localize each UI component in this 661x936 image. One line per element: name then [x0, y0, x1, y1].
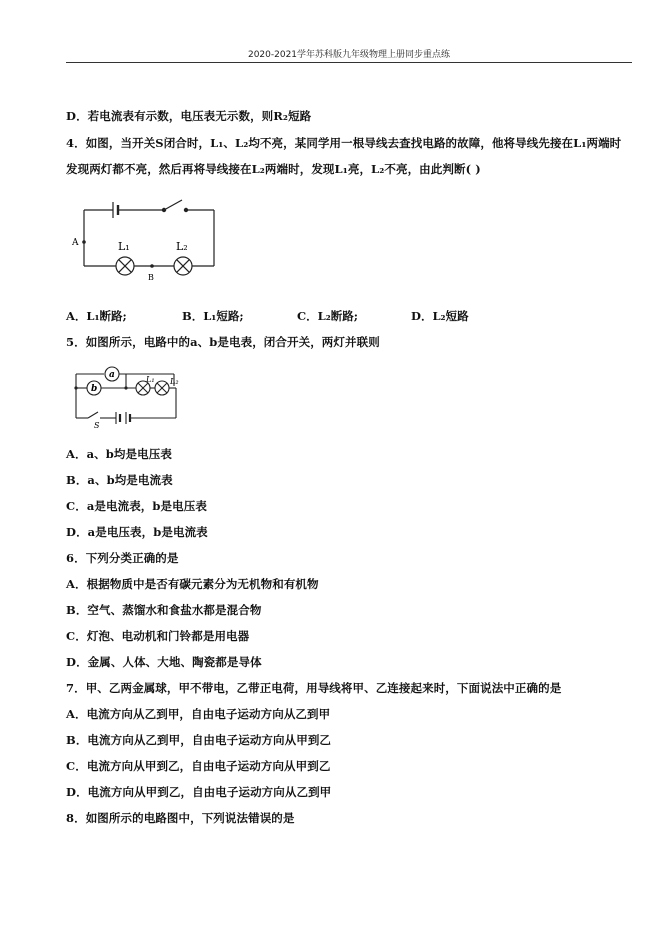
q6-option-b: B．空气、蒸馏水和食盐水都是混合物: [66, 603, 262, 617]
fig4-label-a: A: [72, 238, 79, 248]
q7-stem: 7．甲、乙两金属球，甲不带电，乙带正电荷，用导线将甲、乙连接起来时，下面说法中正确的是: [66, 681, 562, 695]
fig5-label-s: S: [94, 421, 100, 430]
fig4-label-l2: L₂: [176, 240, 188, 253]
q7-option-a: A．电流方向从乙到甲，自由电子运动方向从乙到甲: [66, 707, 331, 721]
header-rule: [66, 62, 632, 63]
q4-circuit-diagram: [66, 192, 226, 284]
q7-option-d: D．电流方向从甲到乙，自由电子运动方向从乙到甲: [66, 785, 332, 799]
q6-option-d: D．金属、人体、大地、陶瓷都是导体: [66, 655, 262, 669]
q4-option-c: C．L₂断路;: [297, 309, 359, 323]
fig5-label-l2: L₂: [170, 377, 179, 386]
q4-option-d: D．L₂短路: [411, 309, 469, 323]
page-header: 2020-2021学年苏科版九年级物理上册同步重点练: [247, 50, 451, 60]
q4-stem-line-1: 4．如图，当开关S闭合时，L₁、L₂均不亮，某同学用一根导线去查找电路的故障，他将导线先接在L₁两端时: [66, 136, 622, 150]
q5-option-c: C．a是电流表，b是电压表: [66, 499, 207, 513]
q5-option-a: A．a、b均是电压表: [66, 447, 172, 461]
q5-circuit-diagram: [66, 362, 196, 430]
q4-stem-line-2: 发现两灯都不亮，然后再将导线接在L₂两端时，发现L₁亮，L₂不亮，由此判断( ): [66, 162, 481, 176]
q6-option-c: C．灯泡、电动机和门铃都是用电器: [66, 629, 250, 643]
fig5-label-a: a: [109, 370, 115, 380]
q4-option-a: A．L₁断路;: [66, 309, 127, 323]
q8-stem: 8．如图所示的电路图中，下列说法错误的是: [66, 811, 295, 825]
fig4-label-b: B: [148, 273, 154, 282]
q5-option-b: B．a、b均是电流表: [66, 473, 173, 487]
q5-stem: 5．如图所示，电路中的a、b是电表，闭合开关，两灯并联则: [66, 335, 380, 349]
q7-option-b: B．电流方向从乙到甲，自由电子运动方向从甲到乙: [66, 733, 332, 747]
fig5-label-b: b: [91, 384, 98, 394]
q6-stem: 6．下列分类正确的是: [66, 551, 179, 565]
q7-option-c: C．电流方向从甲到乙，自由电子运动方向从甲到乙: [66, 759, 331, 773]
fig5-label-l1: L₁: [146, 375, 155, 384]
q4-option-b: B．L₁短路;: [182, 309, 244, 323]
fig4-label-l1: L₁: [118, 240, 130, 253]
q6-option-a: A．根据物质中是否有碳元素分为无机物和有机物: [66, 577, 319, 591]
q5-option-d: D．a是电压表，b是电流表: [66, 525, 208, 539]
q3-option-d: D．若电流表有示数，电压表无示数，则R₂短路: [66, 109, 312, 123]
